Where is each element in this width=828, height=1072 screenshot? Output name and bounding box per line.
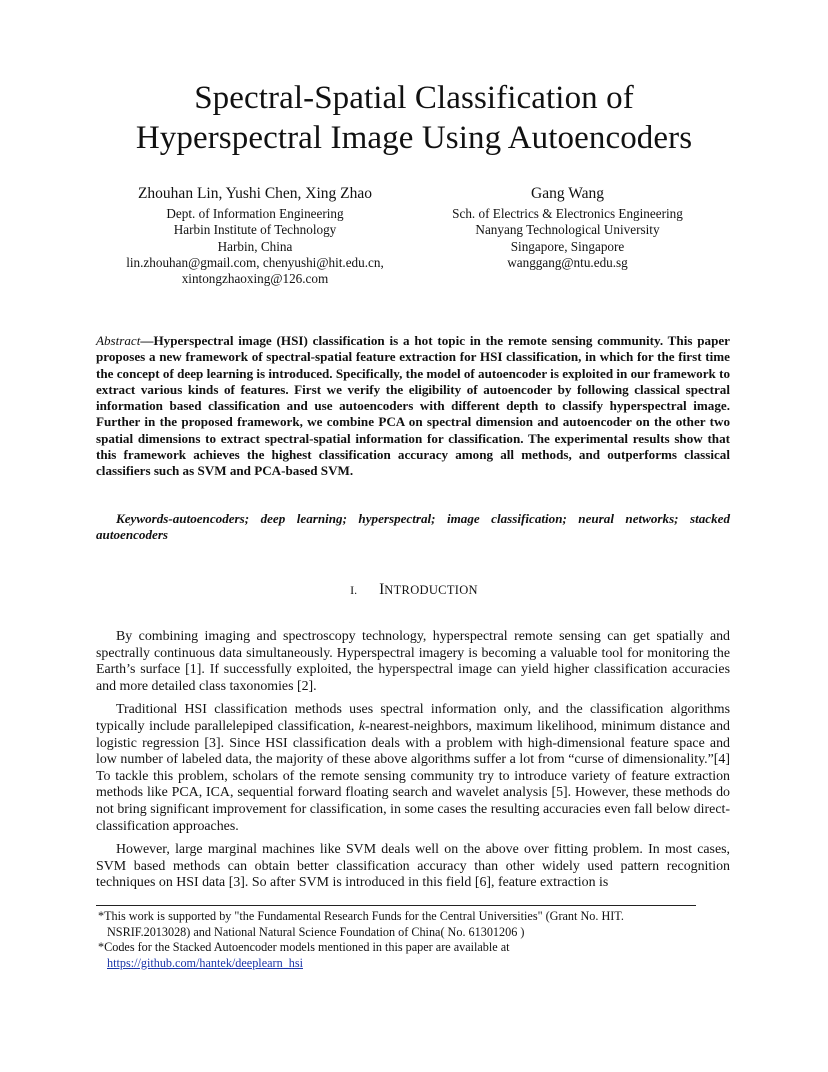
author-emails-cont: xintongzhaoxing@126.com — [181, 271, 329, 287]
author-emails: lin.zhouhan@gmail.com, chenyushi@hit.edu.cn, — [126, 254, 384, 270]
affiliation-institute: Harbin Institute of Technology — [173, 222, 337, 238]
author-email-right: wanggang@ntu.edu.sg — [507, 254, 628, 270]
affiliation-university: Nanyang Technological University — [475, 222, 660, 238]
section-heading — [0, 580, 828, 600]
footnote-code-text: *Codes for the Stacked Autoencoder models mentioned in this paper are available at — [98, 940, 510, 955]
affiliation-city: Harbin, China — [217, 238, 293, 254]
body-text — [96, 629, 730, 899]
footnote-code — [98, 940, 698, 971]
title-line-1: Spectral-Spatial Classification of — [194, 80, 634, 116]
section-title-rest: NTRODUCTION — [384, 583, 478, 597]
paper-title — [0, 78, 828, 158]
paragraph-2-k: k — [358, 718, 366, 734]
abstract-text: —Hyperspectral image (HSI) classification is a hot topic in the remote sensing community. This paper proposes a new framework of spectral-spatial feature extraction for HSI classification, in which for the first time the concept of deep learning is introduced. Specifically, the model of autoencoder is exploited in our framework to extract various kinds of features. First we verify the eligibility of autoencoder by following classical spectral information based classification and use autoencoders with different depth to classify hyperspectral image. Further in the proposed framework, we combine PCA on spectral dimension and autoencoder on the other two spatial dimensions to extract spectral-spatial information for classification. The experimental results show that this framework achieves the highest classification accuracy among all methods, and outperforms classical classifiers such as SVM and PCA-based SVM. — [96, 333, 730, 479]
footnote-funding-line-1: *This work is supported by "the Fundamental Research Funds for the Central Universities" (Grant No. HIT. — [98, 909, 624, 923]
author-names-right: Gang Wang — [531, 185, 604, 202]
section-number: I. — [350, 583, 358, 597]
paragraph-2-part-b: -nearest-neighbors, maximum likelihood, minimum distance and logistic regression [3]. Since HSI classification deals with a problem with high-dimensional feature space and low number of labeled data, the majority of these above algorithms suffer a lot from “curse of dimensionality.”[4] To tackle this problem, scholars of the remote sensing community try to introduce variety of feature extraction methods like PCA, ICA, sequential forward floating search and wavelet analysis [5]. However, these methods do not bring significant improvement for classification, in some cases the resulting accuracies even fall below direct-classification approaches. — [96, 718, 730, 834]
footnote-divider — [96, 905, 696, 906]
footnotes — [98, 909, 698, 971]
paragraph-2-part-a: Traditional HSI classification methods uses spectral information only, and the classification algorithms typically include parallelepiped classification, — [96, 702, 730, 734]
section-title-initial: I — [379, 581, 385, 598]
abstract — [96, 333, 730, 480]
footnote-funding — [98, 909, 698, 940]
author-names-left: Zhouhan Lin, Yushi Chen, Xing Zhao — [137, 185, 373, 202]
paragraph-1: By combining imaging and spectroscopy technology, hyperspectral remote sensing can get spatially and spectrally continuous data simultaneously. Hyperspectral imagery is becoming a valuable tool for monitoring the Earth’s surface [1]. If successfully exploited, the hyperspectral image can yield higher classification accuracies and more detailed class taxonomies [2]. — [96, 629, 730, 694]
abstract-label: Abstract — [96, 333, 141, 348]
keywords: Keywords-autoencoders; deep learning; hyperspectral; image classification; neural networks; stacked autoencoders — [96, 511, 730, 543]
title-line-2: Hyperspectral Image Using Autoencoders — [135, 120, 693, 156]
affiliation-school: Sch. of Electrics & Electronics Engineering — [452, 206, 683, 221]
author-block-left — [95, 184, 415, 287]
code-repository-link[interactable]: https://github.com/hantek/deeplearn_hsi — [107, 955, 303, 970]
affiliation-location: Singapore, Singapore — [510, 238, 625, 254]
footnote-funding-line-2: NSRIF.2013028) and National Natural Science Foundation of China( No. 61301206 ) — [107, 924, 525, 939]
paragraph-2 — [96, 702, 730, 835]
affiliation-dept: Dept. of Information Engineering — [166, 206, 344, 221]
author-block-right — [445, 184, 690, 271]
paragraph-3: However, large marginal machines like SVM deals well on the above over fitting problem. In most cases, SVM based methods can obtain better classification accuracy than other widely used pattern recognition techniques on HSI data [3]. So after SVM is introduced in this field [6], feature extraction is — [96, 842, 730, 891]
